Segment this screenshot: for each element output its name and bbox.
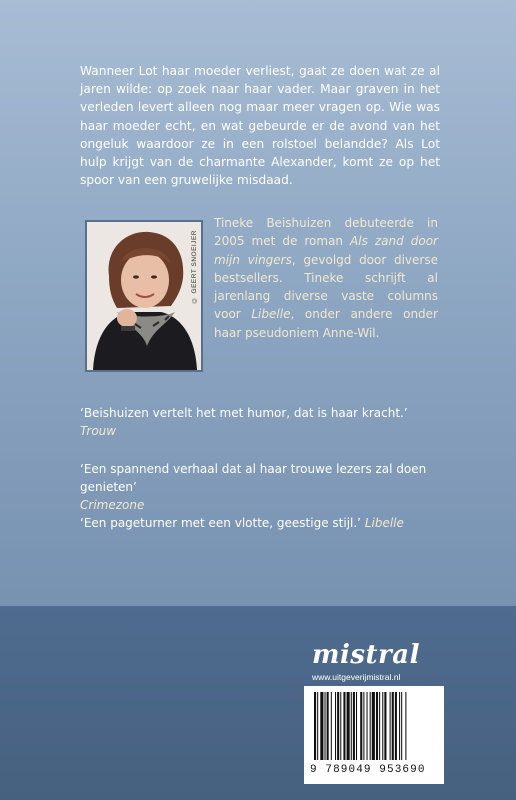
author-portrait-illustration [87, 222, 201, 370]
quote-source: Crimezone [80, 498, 145, 512]
publisher-website: www.uitgeverijmistral.nl [312, 672, 401, 682]
author-photo [85, 220, 203, 372]
quote-text: ‘Een spannend verhaal dat al haar trouwe lezers zal doen genieten’ [80, 462, 427, 494]
author-bio-text: , onder andere onder haar pseudoniem Anne-Wil. [214, 307, 438, 340]
review-quote [80, 514, 450, 532]
author-bio [214, 214, 438, 342]
quote-text: ‘Beishuizen vertelt het met humor, dat is haar kracht.’ [80, 406, 408, 420]
review-quote [80, 404, 450, 440]
isbn-barcode [304, 686, 444, 784]
isbn-number: 9 789049 953690 [310, 764, 426, 776]
barcode-icon [312, 692, 436, 762]
author-bio-text: , gevolgd door diverse bestsellers. Tineke schrijft al jarenlang diverse vaste columns voor [214, 252, 438, 322]
book-blurb: Wanneer Lot haar moeder verliest, gaat ze doen wat ze al jaren wilde: op zoek naar haar vader. Maar graven in het verleden levert alleen nog maar meer vragen op. Wie was haar moeder echt, en wat gebeurde er de avond van het ongeluk waardoor ze in een rolstoel belandde? Als Lot hulp krijgt van de charmante Alexander, komt ze op het spoor van een gruwelijke misdaad. [80, 64, 440, 188]
book-title-reference: Als zand door mijn vingers [214, 234, 438, 267]
author-bio-text: Tineke Beishuizen debuteerde in 2005 met de roman [214, 216, 438, 249]
publisher-logo: mistral [312, 640, 420, 670]
quote-source: Libelle [364, 516, 404, 530]
quote-source: Trouw [80, 424, 117, 438]
photo-credit: © GEERT SNOEIJER [191, 230, 198, 304]
quote-text: ‘Een pageturner met een vlotte, geestige stijl.’ [80, 516, 361, 530]
magazine-title-reference: Libelle [251, 307, 291, 322]
review-quote [80, 460, 450, 514]
